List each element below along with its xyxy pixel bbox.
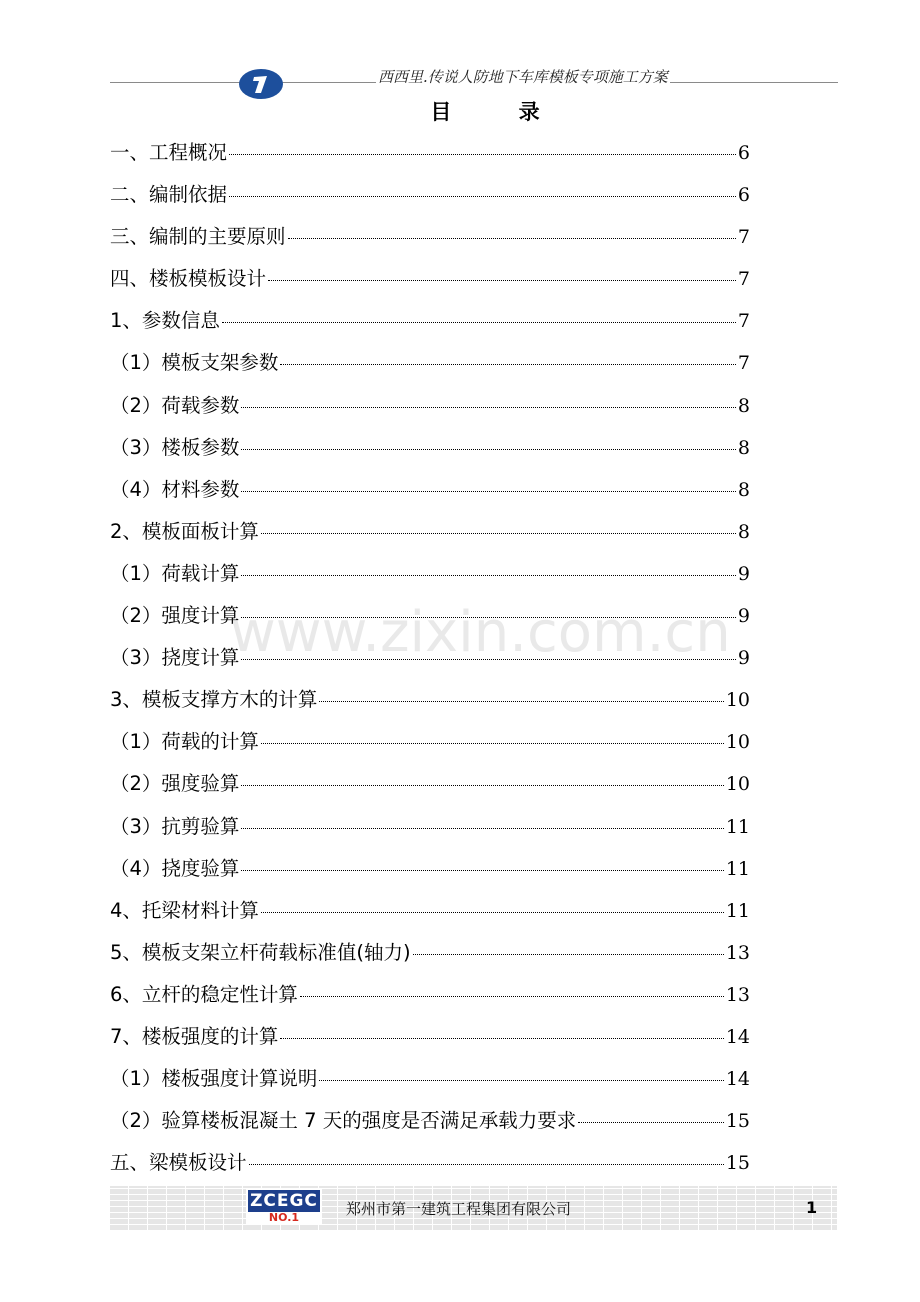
toc-leader-dots	[241, 659, 735, 660]
toc-entry-label: 7、楼板强度的计算	[110, 1024, 279, 1048]
toc-entry-label: 4、托梁材料计算	[110, 898, 259, 922]
toc-entry-label: （1）荷载计算	[110, 561, 240, 585]
toc-leader-dots	[261, 533, 736, 534]
toc-entry[interactable]	[110, 769, 750, 811]
toc-entry-label: 6、立杆的稳定性计算	[110, 982, 298, 1006]
toc-leader-dots	[241, 617, 735, 618]
toc-entry[interactable]	[110, 559, 750, 601]
toc-entry-label: （2）验算楼板混凝土 7 天的强度是否满足承载力要求	[110, 1109, 577, 1133]
toc-entry-page: 7	[737, 310, 750, 333]
toc-entry-page: 6	[737, 142, 750, 164]
toc-entry-label: 1、参数信息	[110, 309, 220, 333]
toc-entry-label: 三、编制的主要原则	[110, 225, 286, 249]
toc-entry[interactable]	[110, 685, 750, 727]
toc-leader-dots	[280, 364, 735, 365]
toc-entry-page: 10	[725, 689, 750, 712]
toc-leader-dots	[261, 912, 724, 913]
toc-leader-dots	[268, 280, 736, 281]
toc-leader-dots	[300, 996, 724, 997]
toc-entry-label: 五、梁模板设计	[110, 1151, 247, 1175]
footer-page-number: 1	[806, 1198, 818, 1217]
toc-entry-label: （4）材料参数	[110, 477, 240, 501]
document-header-title: 西西里.传说人防地下车库模板专项施工方案	[378, 68, 668, 86]
toc-entry-page: 9	[737, 605, 750, 628]
toc-entry[interactable]	[110, 264, 750, 306]
toc-entry-page: 8	[737, 478, 750, 501]
toc-entry-label: （1）模板支架参数	[110, 351, 279, 375]
toc-leader-dots	[413, 954, 724, 955]
toc-entry-label: 二、编制依据	[110, 183, 228, 207]
toc-entry[interactable]	[110, 306, 750, 348]
toc-entry[interactable]	[110, 896, 750, 938]
toc-entry-page: 14	[725, 1025, 750, 1048]
toc-entry-page: 8	[737, 394, 750, 417]
toc-entry-page: 7	[737, 226, 750, 249]
toc-entry[interactable]	[110, 938, 750, 980]
toc-entry-page: 13	[725, 941, 750, 964]
watermark: www.zixin.com.cn	[230, 600, 731, 665]
footer-logo-subtext: NO.1	[268, 1211, 300, 1224]
toc-entry-page: 11	[725, 815, 750, 838]
toc-entry-page: 7	[737, 268, 750, 291]
toc-leader-dots	[261, 743, 724, 744]
toc-entry-page: 11	[725, 899, 750, 922]
toc-entry-label: （3）楼板参数	[110, 435, 240, 459]
toc-entry-page: 9	[737, 562, 750, 585]
toc-leader-dots	[241, 449, 735, 450]
toc-leader-dots	[229, 154, 736, 155]
toc-leader-dots	[578, 1122, 724, 1123]
toc-entry[interactable]	[110, 348, 750, 390]
footer-logo-text: ZCEGC	[248, 1190, 320, 1212]
toc-entry-label: 3、模板支撑方木的计算	[110, 688, 318, 712]
toc-entry-page: 15	[725, 1152, 750, 1175]
toc-entry-page: 10	[725, 731, 750, 754]
toc-entry-label: （2）强度计算	[110, 604, 240, 628]
toc-entry[interactable]	[110, 1022, 750, 1064]
toc-leader-dots	[222, 322, 736, 323]
toc-entry-label: 四、楼板模板设计	[110, 267, 267, 291]
toc-entry-page: 15	[725, 1110, 750, 1133]
toc-entry[interactable]	[110, 1106, 750, 1148]
toc-entry-label: （2）强度验算	[110, 772, 240, 796]
toc-title: 目 录	[430, 100, 570, 124]
toc-entry-label: （3）挠度计算	[110, 646, 240, 670]
toc-leader-dots	[241, 828, 723, 829]
toc-entry[interactable]	[110, 601, 750, 643]
toc-entry[interactable]	[110, 180, 750, 222]
toc-entry-page: 11	[725, 857, 750, 880]
toc-list	[110, 138, 750, 1190]
toc-leader-dots	[229, 196, 736, 197]
toc-entry[interactable]	[110, 854, 750, 896]
toc-entry[interactable]	[110, 980, 750, 1022]
toc-entry-page: 8	[737, 436, 750, 459]
toc-leader-dots	[319, 1080, 723, 1081]
toc-entry-label: （3）抗剪验算	[110, 814, 240, 838]
toc-entry[interactable]	[110, 812, 750, 854]
toc-entry[interactable]	[110, 433, 750, 475]
toc-leader-dots	[241, 870, 723, 871]
toc-leader-dots	[241, 407, 735, 408]
toc-leader-dots	[319, 701, 723, 702]
toc-leader-dots	[241, 785, 723, 786]
toc-entry-label: （1）荷载的计算	[110, 730, 259, 754]
toc-entry-page: 9	[737, 647, 750, 670]
toc-entry[interactable]	[110, 138, 750, 180]
toc-entry-page: 10	[725, 773, 750, 796]
toc-leader-dots	[280, 1038, 723, 1039]
footer-company-name: 郑州市第一建筑工程集团有限公司	[346, 1200, 572, 1218]
toc-entry-label: 2、模板面板计算	[110, 519, 259, 543]
toc-entry-label: （2）荷载参数	[110, 393, 240, 417]
toc-entry-label: （4）挠度验算	[110, 856, 240, 880]
toc-entry-label: 5、模板支架立杆荷载标准值(轴力)	[110, 940, 411, 964]
toc-leader-dots	[288, 238, 736, 239]
toc-entry[interactable]	[110, 475, 750, 517]
toc-entry-page: 8	[737, 520, 750, 543]
toc-entry[interactable]	[110, 727, 750, 769]
toc-entry-label: （1）楼板强度计算说明	[110, 1067, 318, 1091]
toc-leader-dots	[241, 575, 735, 576]
toc-entry[interactable]	[110, 222, 750, 264]
toc-entry[interactable]	[110, 643, 750, 685]
footer-company-logo	[246, 1189, 322, 1225]
toc-entry-page: 13	[725, 983, 750, 1006]
toc-entry[interactable]	[110, 1064, 750, 1106]
toc-entry-page: 6	[737, 184, 750, 207]
toc-entry-label: 一、工程概况	[110, 141, 228, 164]
toc-leader-dots	[241, 491, 735, 492]
toc-entry-page: 7	[737, 352, 750, 375]
toc-entry[interactable]	[110, 1148, 750, 1190]
toc-entry[interactable]	[110, 517, 750, 559]
toc-entry[interactable]	[110, 391, 750, 433]
toc-leader-dots	[249, 1164, 724, 1165]
toc-entry-page: 14	[725, 1068, 750, 1091]
